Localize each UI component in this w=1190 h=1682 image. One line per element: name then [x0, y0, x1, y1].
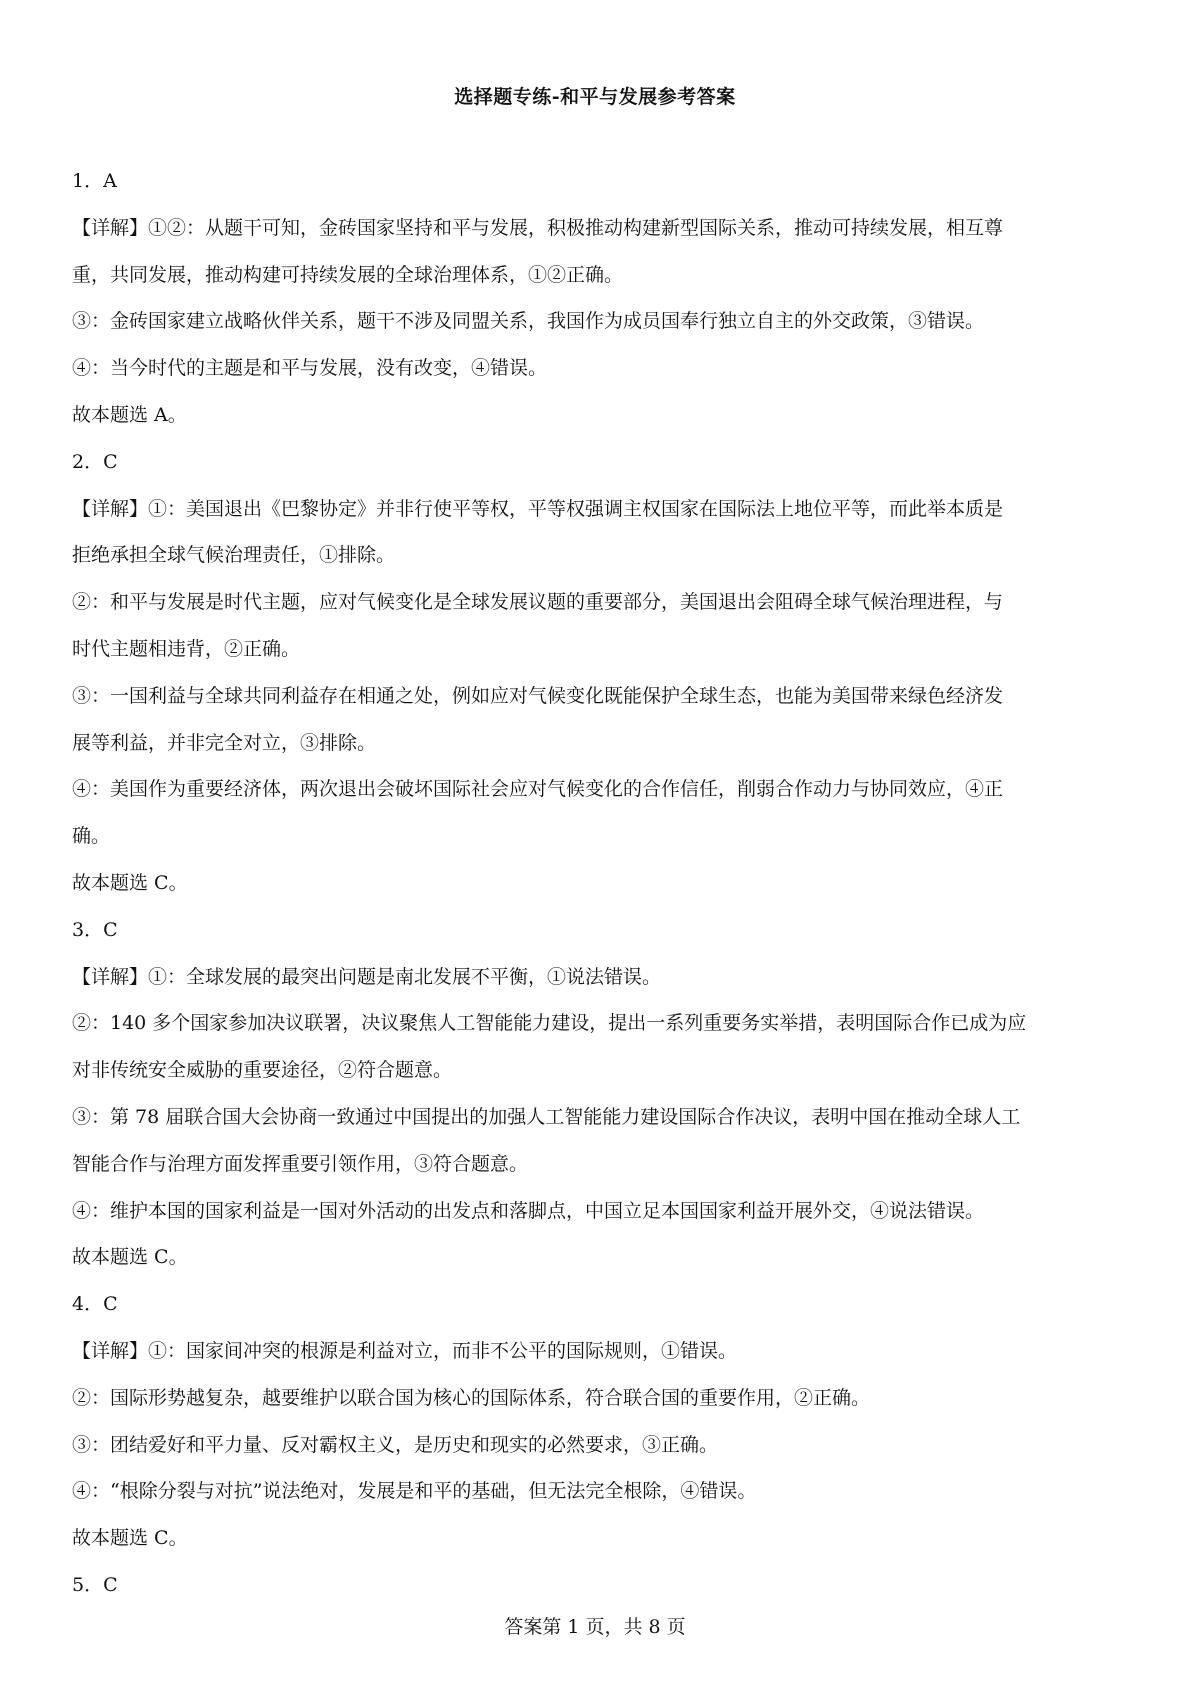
text-line: 对非传统安全威胁的重要途径，②符合题意。 — [72, 1059, 453, 1082]
text-line: ③：一国利益与全球共同利益存在相通之处，例如应对气候变化既能保护全球生态，也能为美国带来绿色经济发 — [72, 684, 1004, 707]
text-line: 拒绝承担全球气候治理责任，①排除。 — [72, 544, 396, 567]
text-line: ②：国际形势越复杂，越要维护以联合国为核心的国际体系，符合联合国的重要作用，②正确。 — [72, 1386, 871, 1409]
text-line: 5．C — [72, 1573, 118, 1596]
document-title: 选择题专练-和平与发展参考答案 — [454, 86, 736, 108]
text-line: 确。 — [72, 825, 111, 848]
text-line: 【详解】①：国家间冲突的根源是利益对立，而非不公平的国际规则，①错误。 — [72, 1339, 738, 1362]
text-line: 【详解】①：美国退出《巴黎协定》并非行使平等权，平等权强调主权国家在国际法上地位平等，而此举本质是 — [72, 497, 1004, 520]
text-line: 【详解】①：全球发展的最突出问题是南北发展不平衡，①说法错误。 — [72, 965, 662, 988]
text-line: ④：“根除分裂与对抗”说法绝对，发展是和平的基础，但无法完全根除，④错误。 — [72, 1480, 757, 1503]
text-line: 3．C — [72, 918, 118, 941]
text-line: ③：第 78 届联合国大会协商一致通过中国提出的加强人工智能能力建设国际合作决议，表明中国在推动全球人工 — [72, 1105, 1021, 1128]
text-line: 2．C — [72, 450, 118, 473]
text-line: 1．A — [72, 170, 117, 192]
text-line: 重，共同发展，推动构建可持续发展的全球治理体系，①②正确。 — [72, 263, 624, 286]
text-line: ②：140 多个国家参加决议联署，决议聚焦人工智能能力建设，提出一系列重要务实举措，表明国际合作已成为应 — [72, 1012, 1027, 1035]
text-line: 故本题选 C。 — [72, 1246, 188, 1269]
text-line: 【详解】①②：从题干可知，金砖国家坚持和平与发展，积极推动构建新型国际关系，推动可持续发展，相互尊 — [72, 216, 1004, 239]
text-line: ③：团结爱好和平力量、反对霸权主义，是历史和现实的必然要求，③正确。 — [72, 1433, 719, 1456]
text-line: ④：美国作为重要经济体，两次退出会破坏国际社会应对气候变化的合作信任，削弱合作动力与协同效应，④正 — [72, 778, 1004, 801]
text-line: ②：和平与发展是时代主题，应对气候变化是全球发展议题的重要部分，美国退出会阻碍全球气候治理进程，与 — [72, 591, 1004, 614]
text-line: 智能合作与治理方面发挥重要引领作用，③符合题意。 — [72, 1152, 529, 1175]
text-line: 故本题选 A。 — [72, 403, 187, 426]
text-line: ④：当今时代的主题是和平与发展，没有改变，④错误。 — [72, 357, 548, 380]
answer-content — [72, 158, 1122, 1609]
text-line: 时代主题相违背，②正确。 — [72, 637, 301, 660]
text-line: ④：维护本国的国家利益是一国对外活动的出发点和落脚点，中国立足本国国家利益开展外交，④说法错误。 — [72, 1199, 985, 1222]
text-line: 4．C — [72, 1293, 118, 1316]
text-line: 故本题选 C。 — [72, 871, 188, 894]
text-line: 展等利益，并非完全对立，③排除。 — [72, 731, 377, 754]
page-footer: 答案第 1 页，共 8 页 — [504, 1616, 686, 1638]
text-line: 故本题选 C。 — [72, 1527, 188, 1550]
text-line: ③：金砖国家建立战略伙伴关系，题干不涉及同盟关系，我国作为成员国奉行独立自主的外交政策，③错误。 — [72, 310, 985, 333]
